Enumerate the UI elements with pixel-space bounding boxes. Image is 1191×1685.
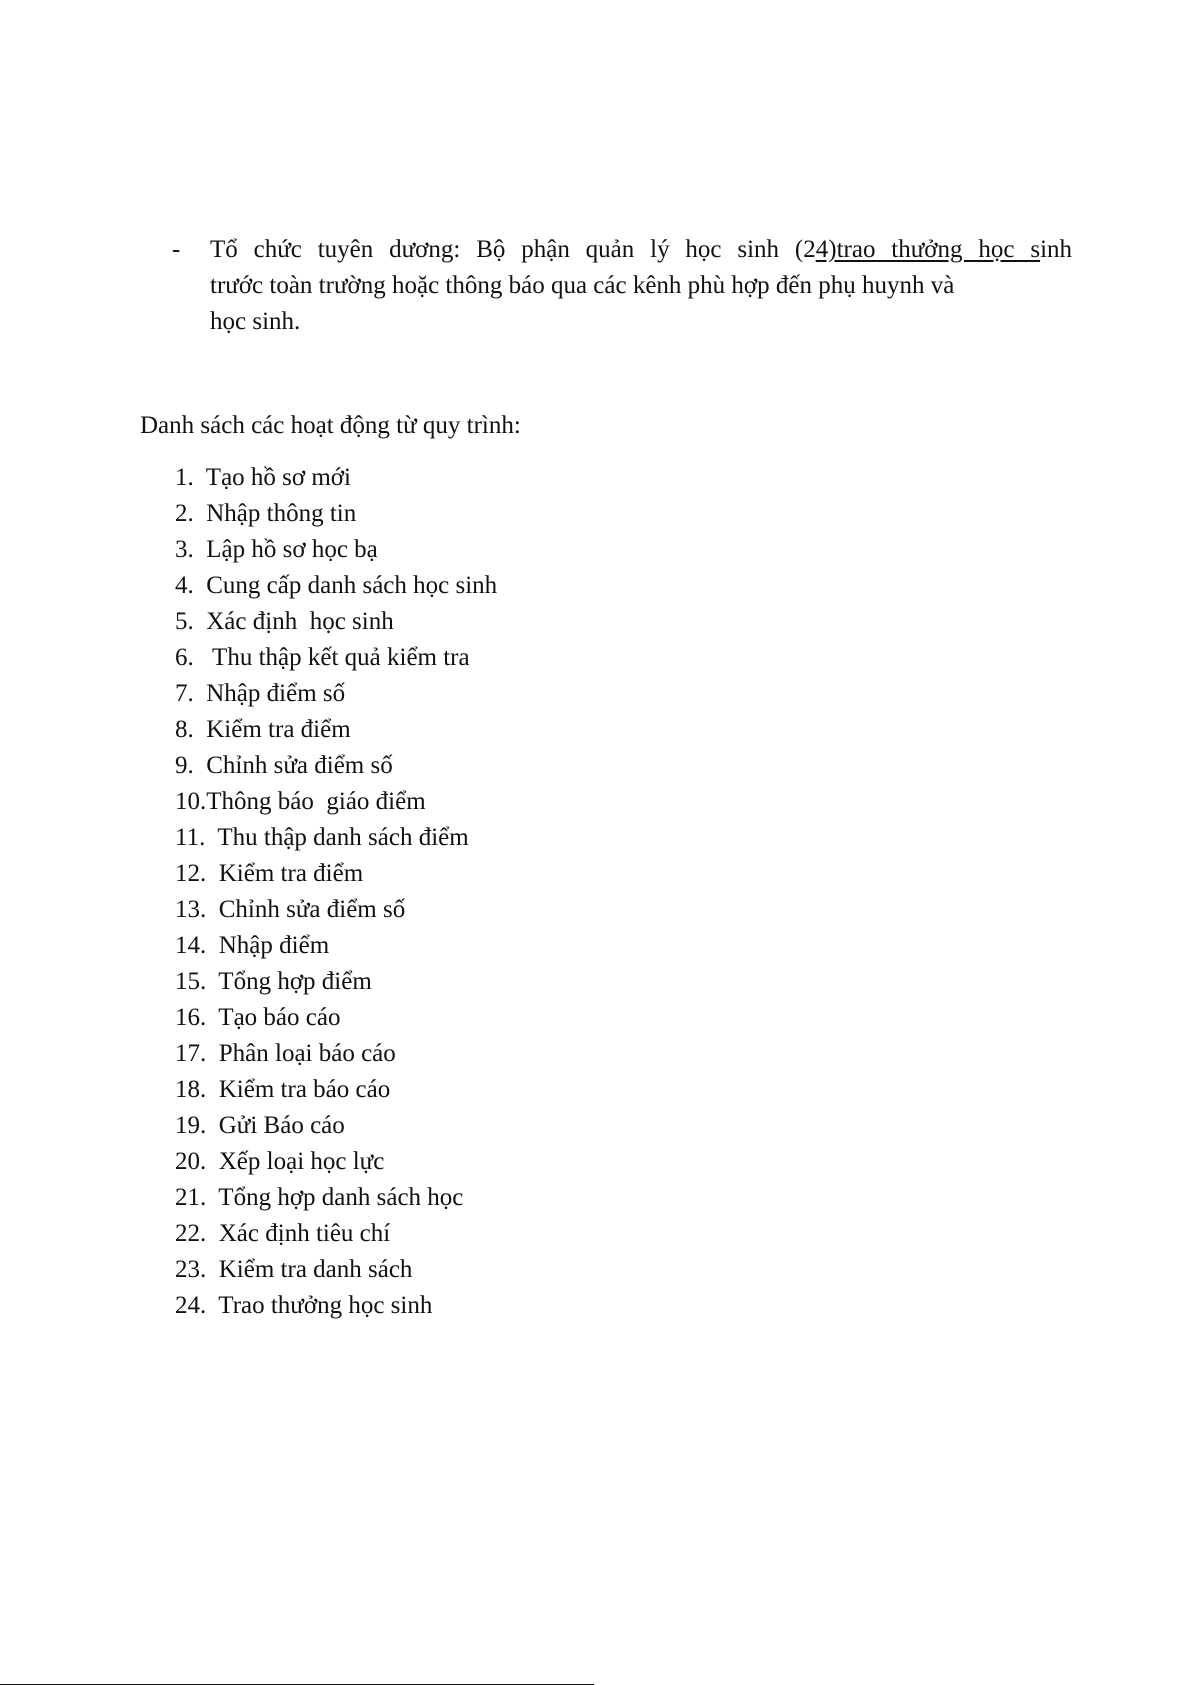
list-item: 3. Lập hồ sơ học bạ <box>175 536 378 563</box>
bullet-line-3: học sinh. <box>210 308 301 335</box>
bullet-paragraph <box>172 232 1072 340</box>
list-item: 16. Tạo báo cáo <box>175 1004 341 1031</box>
list-item: 13. Chỉnh sửa điểm số <box>175 896 406 923</box>
list-item: 11. Thu thập danh sách điểm <box>175 824 469 851</box>
list-item: 9. Chỉnh sửa điểm số <box>175 752 393 779</box>
list-item: 2. Nhập thông tin <box>175 500 357 527</box>
list-item: 19. Gửi Báo cáo <box>175 1112 345 1139</box>
bullet-line-1-start: Tổ chức tuyên dương: Bộ phận quản lý học sinh (2 <box>210 236 816 263</box>
bullet-line-2: trước toàn trường hoặc thông báo qua các kênh phù hợp đến phụ huynh và <box>210 272 955 299</box>
list-item: 17. Phân loại báo cáo <box>175 1040 396 1067</box>
list-item: 20. Xếp loại học lực <box>175 1148 385 1175</box>
list-item: 1. Tạo hồ sơ mới <box>175 464 351 491</box>
list-item: 22. Xác định tiêu chí <box>175 1220 391 1247</box>
underlined-reference: 4)trao thưởng học s <box>815 236 1041 263</box>
bullet-marker: - <box>172 236 181 263</box>
list-item: 24. Trao thưởng học sinh <box>175 1292 433 1319</box>
list-item: 18. Kiểm tra báo cáo <box>175 1076 391 1103</box>
list-item: 4. Cung cấp danh sách học sinh <box>175 572 498 599</box>
activities-heading: Danh sách các hoạt động từ quy trình: <box>140 412 521 439</box>
list-item: 6. Thu thập kết quả kiểm tra <box>175 644 470 671</box>
list-item: 15. Tổng hợp điểm <box>175 968 372 995</box>
list-item: 7. Nhập điểm số <box>175 680 346 707</box>
bullet-text <box>210 232 1072 340</box>
list-item: 8. Kiểm tra điểm <box>175 716 351 743</box>
list-item: 23. Kiểm tra danh sách <box>175 1256 413 1283</box>
activities-list <box>175 460 497 1324</box>
list-item: 5. Xác định học sinh <box>175 608 394 635</box>
list-item: 14. Nhập điểm <box>175 932 330 959</box>
bullet-line-1-end: inh <box>1040 236 1073 263</box>
list-item: 21. Tổng hợp danh sách học <box>175 1184 464 1211</box>
bullet-line-1 <box>210 232 1072 268</box>
list-item: 12. Kiểm tra điểm <box>175 860 364 887</box>
list-item: 10.Thông báo giáo điểm <box>175 788 426 815</box>
